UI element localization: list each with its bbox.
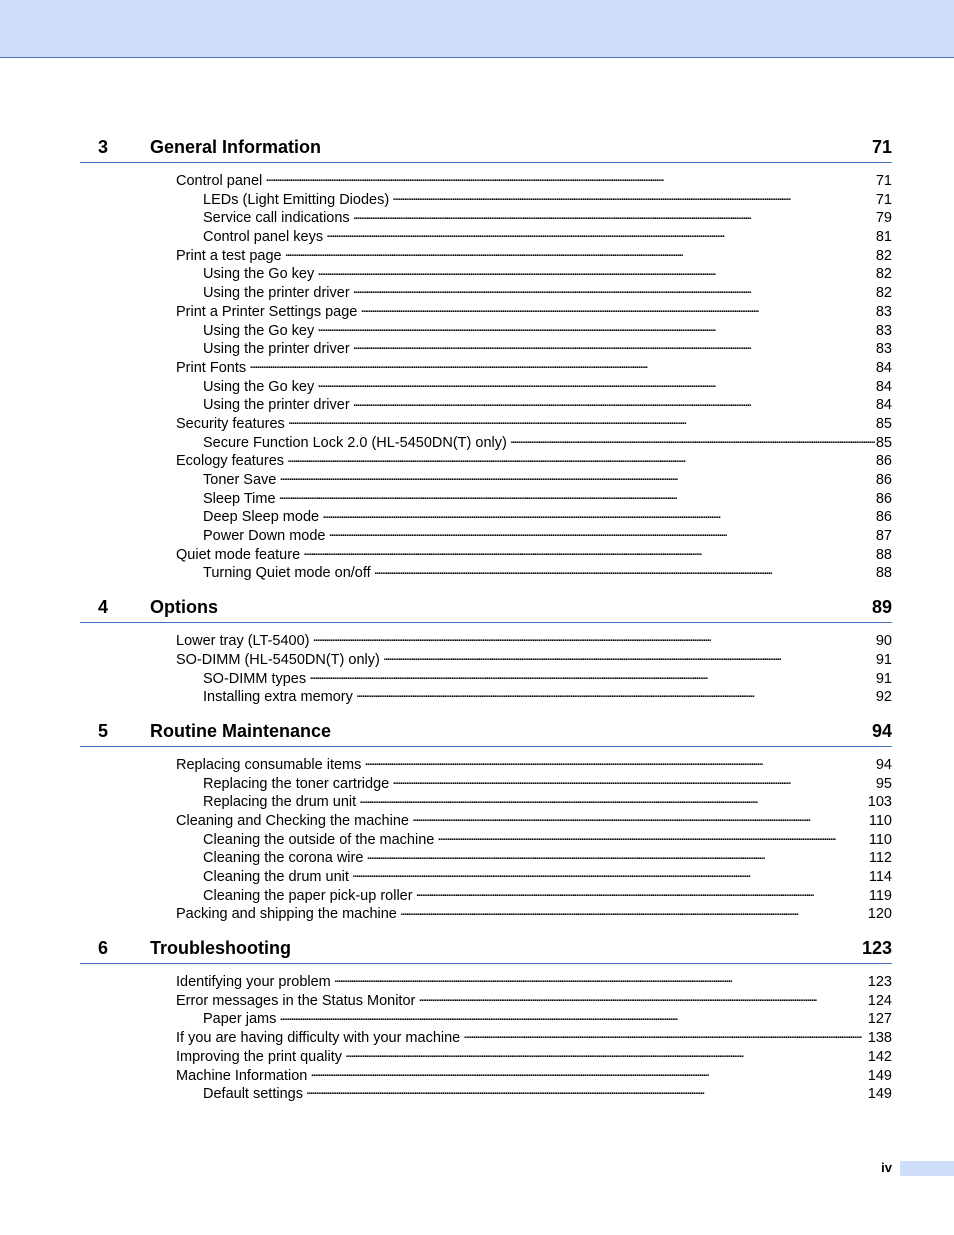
toc-entry[interactable]: [80, 687, 892, 706]
toc-entry-title: Print Fonts: [176, 359, 247, 376]
toc-entry-title: Deep Sleep mode: [203, 509, 320, 526]
dot-leader: [265, 171, 875, 185]
toc-entry-page: 71: [875, 173, 892, 189]
dot-leader: [279, 489, 875, 503]
toc-entry[interactable]: [80, 395, 892, 414]
toc-entry-page: 114: [868, 869, 892, 885]
dot-leader: [392, 774, 875, 788]
toc-entry-title: Ecology features: [176, 453, 285, 470]
toc-entry-title: Cleaning the outside of the machine: [203, 831, 435, 848]
toc-entry-title: Print a test page: [176, 247, 282, 264]
toc-entry[interactable]: [80, 433, 892, 452]
entry-list: [80, 171, 892, 582]
toc-entry[interactable]: [80, 171, 892, 190]
toc-entry-title: SO-DIMM types: [203, 670, 307, 687]
toc-entry-page: 123: [867, 974, 892, 991]
toc-entry[interactable]: [80, 811, 892, 830]
toc-entry-title: Using the printer driver: [203, 341, 350, 358]
toc-entry[interactable]: [80, 1066, 892, 1085]
toc-entry[interactable]: [80, 1047, 892, 1066]
toc-entry-title: Security features: [176, 415, 285, 432]
toc-entry-page: 124: [867, 992, 892, 1009]
chapter-title: Troubleshooting: [150, 938, 291, 959]
dot-leader: [364, 755, 874, 769]
toc-entry-page: 79: [875, 210, 892, 227]
toc-entry[interactable]: [80, 669, 892, 688]
toc-entry-title: Quiet mode feature: [176, 546, 301, 563]
dot-leader: [510, 433, 875, 447]
toc-entry-page: 84: [875, 397, 892, 414]
chapter-heading[interactable]: [80, 937, 892, 964]
toc-entry-title: Replacing consumable items: [176, 756, 362, 773]
toc-entry-page: 90: [875, 633, 892, 650]
toc-entry-title: Replacing the toner cartridge: [203, 775, 390, 792]
entry-list: [80, 755, 892, 923]
toc-entry-page: 83: [875, 341, 892, 358]
toc-entry-title: Control panel keys: [203, 229, 324, 246]
toc-entry-page: 84: [875, 359, 892, 376]
toc-entry[interactable]: [80, 650, 892, 669]
toc-entry-page: 112: [868, 850, 892, 867]
toc-entry-page: 83: [875, 303, 892, 320]
dot-leader: [383, 650, 875, 664]
toc-entry-title: Toner Save: [203, 472, 277, 488]
dot-leader: [418, 991, 866, 1005]
dot-leader: [279, 470, 875, 484]
toc-entry-title: Using the Go key: [203, 322, 315, 339]
dot-leader: [359, 792, 867, 806]
toc-entry-page: 149: [867, 1067, 892, 1084]
chapter-heading[interactable]: [80, 596, 892, 623]
toc-entry-page: 138: [867, 1030, 892, 1047]
chapter-heading[interactable]: [80, 136, 892, 163]
table-of-contents: [80, 136, 892, 1117]
chapter-section: [80, 136, 892, 582]
toc-entry[interactable]: [80, 283, 892, 302]
toc-entry-page: 91: [875, 651, 892, 668]
dot-leader: [437, 830, 868, 844]
toc-entry-title: Secure Function Lock 2.0 (HL-5450DN(T) only): [203, 434, 507, 451]
toc-entry[interactable]: [80, 774, 892, 793]
dot-leader: [352, 867, 868, 881]
dot-leader: [326, 227, 875, 241]
dot-leader: [400, 904, 867, 918]
toc-entry-page: 85: [875, 415, 892, 432]
toc-entry[interactable]: [80, 358, 892, 377]
toc-entry-page: 127: [867, 1011, 892, 1028]
toc-entry[interactable]: [80, 1084, 892, 1103]
toc-entry-page: 83: [875, 322, 892, 339]
toc-entry-page: 119: [868, 887, 892, 904]
chapter-page-number: 71: [871, 137, 892, 157]
toc-entry-page: 110: [868, 812, 892, 829]
toc-entry-page: 120: [867, 906, 892, 923]
chapter-title: General Information: [150, 137, 322, 157]
toc-entry[interactable]: [80, 848, 892, 867]
toc-entry[interactable]: [80, 264, 892, 283]
dot-leader: [345, 1047, 867, 1061]
toc-entry-page: 71: [875, 191, 892, 208]
toc-entry-title: Cleaning and Checking the machine: [176, 812, 409, 829]
entry-list: [80, 972, 892, 1103]
toc-entry-page: 88: [875, 546, 892, 563]
toc-entry[interactable]: [80, 489, 892, 508]
toc-entry-title: Cleaning the corona wire: [203, 850, 364, 867]
dot-leader: [334, 972, 867, 986]
toc-entry-title: Print a Printer Settings page: [176, 303, 358, 320]
toc-entry[interactable]: [80, 545, 892, 564]
chapter-title: Routine Maintenance: [150, 720, 332, 741]
dot-leader: [416, 886, 868, 900]
chapter-page-number: 89: [871, 597, 892, 618]
chapter-page-number: 123: [861, 938, 892, 959]
toc-entry[interactable]: [80, 302, 892, 321]
toc-entry[interactable]: [80, 377, 892, 396]
dot-leader: [306, 1084, 867, 1098]
toc-entry-page: 85: [875, 434, 892, 451]
page-number: iv: [881, 1160, 892, 1175]
dot-leader: [392, 190, 875, 204]
chapter-heading[interactable]: [80, 720, 892, 747]
toc-entry[interactable]: [80, 451, 892, 470]
toc-entry-page: 92: [875, 689, 892, 706]
toc-entry-page: 142: [867, 1048, 892, 1065]
toc-entry[interactable]: [80, 991, 892, 1010]
toc-entry-title: Turning Quiet mode on/off: [203, 565, 371, 582]
chapter-number: 3: [98, 137, 109, 157]
dot-leader: [287, 451, 875, 465]
toc-entry-title: Cleaning the paper pick-up roller: [203, 887, 413, 904]
toc-entry[interactable]: [80, 339, 892, 358]
chapter-title: Options: [150, 597, 218, 618]
toc-entry[interactable]: [80, 526, 892, 545]
toc-entry-page: 94: [875, 756, 892, 773]
toc-entry-title: Default settings: [203, 1086, 303, 1103]
toc-entry-title: Cleaning the drum unit: [203, 869, 349, 885]
toc-entry-page: 95: [875, 775, 892, 792]
toc-entry[interactable]: [80, 563, 892, 582]
toc-entry[interactable]: [80, 1028, 892, 1047]
toc-entry-page: 103: [867, 794, 892, 811]
toc-entry-title: Error messages in the Status Monitor: [176, 992, 416, 1009]
toc-entry-title: Machine Information: [176, 1067, 308, 1084]
dot-leader: [412, 811, 868, 825]
toc-entry-title: Using the printer driver: [203, 285, 350, 302]
toc-entry-title: Replacing the drum unit: [203, 794, 357, 811]
toc-entry-title: Power Down mode: [203, 528, 326, 545]
header-band: [0, 0, 954, 58]
dot-leader: [279, 1009, 866, 1023]
toc-entry-page: 86: [875, 490, 892, 507]
chapter-page-number: 94: [871, 720, 892, 741]
dot-leader: [288, 414, 875, 428]
chapter-number: 6: [98, 938, 109, 959]
toc-entry-page: 82: [875, 266, 892, 283]
toc-entry-title: If you are having difficulty with your machine: [176, 1030, 461, 1047]
toc-entry-page: 149: [867, 1086, 892, 1103]
footer-tab: [900, 1161, 954, 1176]
dot-leader: [310, 1066, 866, 1080]
toc-entry-title: Service call indications: [203, 210, 350, 227]
entry-list: [80, 631, 892, 706]
toc-entry[interactable]: [80, 867, 892, 886]
dot-leader: [353, 283, 875, 297]
toc-entry-title: Paper jams: [203, 1011, 277, 1028]
toc-entry[interactable]: [80, 886, 892, 905]
chapter-section: [80, 720, 892, 923]
toc-entry-page: 81: [875, 229, 892, 246]
dot-leader: [463, 1028, 867, 1042]
toc-entry-page: 86: [875, 509, 892, 526]
toc-entry-page: 110: [868, 831, 892, 848]
dot-leader: [366, 848, 867, 862]
toc-entry-page: 82: [875, 285, 892, 302]
dot-leader: [317, 377, 875, 391]
dot-leader: [353, 395, 875, 409]
toc-entry-page: 86: [875, 453, 892, 470]
toc-entry-title: Control panel: [176, 173, 263, 189]
dot-leader: [317, 264, 875, 278]
toc-entry-title: Using the Go key: [203, 378, 315, 395]
dot-leader: [313, 631, 875, 645]
toc-entry[interactable]: [80, 470, 892, 489]
toc-entry-page: 82: [875, 247, 892, 264]
dot-leader: [353, 208, 875, 222]
toc-entry-page: 84: [875, 378, 892, 395]
dot-leader: [360, 302, 875, 316]
chapter-number: 5: [98, 720, 109, 741]
toc-entry[interactable]: [80, 414, 892, 433]
toc-entry[interactable]: [80, 208, 892, 227]
toc-entry[interactable]: [80, 227, 892, 246]
dot-leader: [353, 339, 875, 353]
toc-entry-title: LEDs (Light Emitting Diodes): [203, 191, 390, 208]
dot-leader: [317, 321, 875, 335]
toc-entry-title: Using the Go key: [203, 266, 315, 283]
toc-entry[interactable]: [80, 321, 892, 340]
toc-entry-title: Sleep Time: [203, 490, 276, 507]
toc-entry-page: 88: [875, 565, 892, 582]
dot-leader: [356, 687, 875, 701]
dot-leader: [285, 246, 875, 260]
toc-entry[interactable]: [80, 246, 892, 265]
toc-entry[interactable]: [80, 972, 892, 991]
dot-leader: [303, 545, 875, 559]
dot-leader: [322, 507, 875, 521]
dot-leader: [374, 563, 875, 577]
dot-leader: [329, 526, 875, 540]
toc-entry[interactable]: [80, 830, 892, 849]
toc-entry[interactable]: [80, 792, 892, 811]
toc-entry[interactable]: [80, 631, 892, 650]
toc-entry-page: 86: [875, 472, 892, 488]
toc-entry-title: Improving the print quality: [176, 1048, 343, 1065]
toc-entry[interactable]: [80, 1009, 892, 1028]
toc-entry-title: Identifying your problem: [176, 974, 331, 991]
toc-entry[interactable]: [80, 190, 892, 209]
toc-entry-title: Packing and shipping the machine: [176, 906, 397, 923]
chapter-number: 4: [98, 597, 109, 618]
toc-entry[interactable]: [80, 904, 892, 923]
toc-entry[interactable]: [80, 507, 892, 526]
toc-entry-title: Using the printer driver: [203, 397, 350, 414]
toc-entry-title: SO-DIMM (HL-5450DN(T) only): [176, 651, 380, 668]
chapter-section: [80, 937, 892, 1103]
toc-entry-title: Lower tray (LT-5400): [176, 633, 310, 650]
toc-entry-page: 91: [875, 670, 892, 687]
chapter-section: [80, 596, 892, 706]
toc-entry-title: Installing extra memory: [203, 689, 353, 706]
toc-entry[interactable]: [80, 755, 892, 774]
dot-leader: [309, 669, 875, 683]
toc-entry-page: 87: [875, 528, 892, 545]
dot-leader: [249, 358, 875, 372]
